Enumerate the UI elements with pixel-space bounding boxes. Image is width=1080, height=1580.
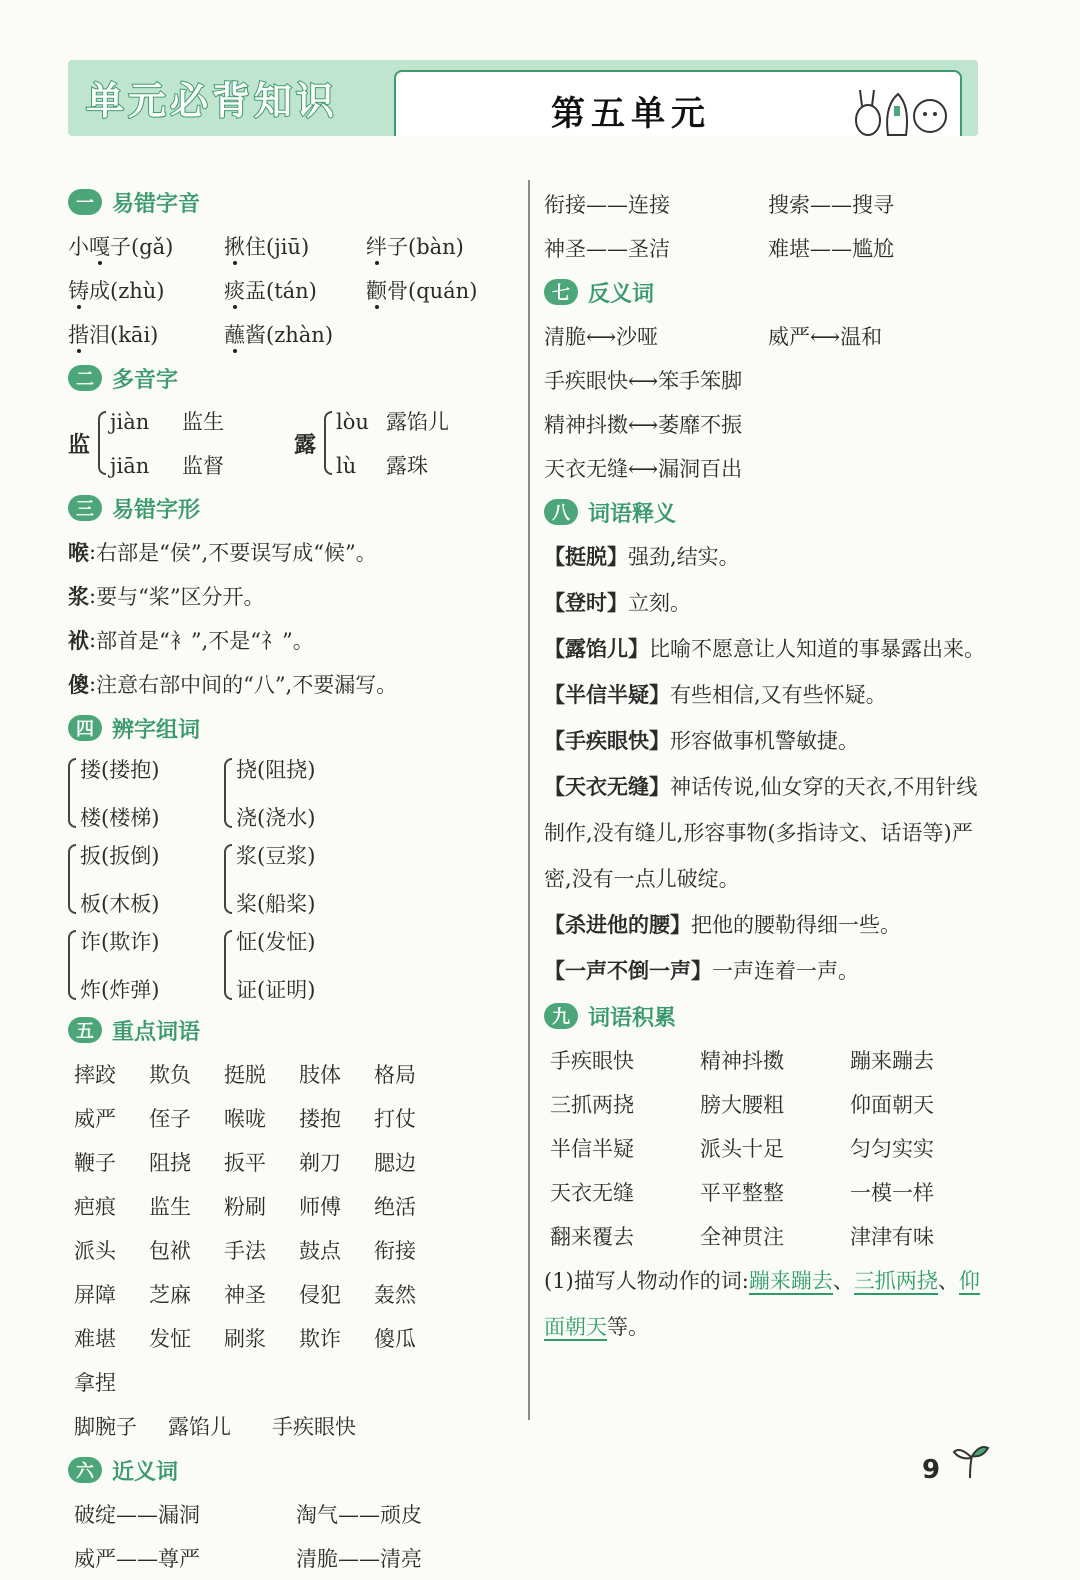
antonym-row: 手疾眼快⟷笨手笨脚 bbox=[544, 369, 743, 393]
definition: 【天衣无缝】神话传说,仙女穿的天衣,不用针线制作,没有缝儿,形容事物(多指诗文、话语等)严密,没有一点儿破绽。 bbox=[544, 775, 978, 891]
word: 粉刷 bbox=[224, 1195, 266, 1219]
char-pair: 诈(欺诈) 炸(炸弹) bbox=[68, 922, 224, 1008]
key-words-last-row bbox=[68, 1404, 508, 1448]
glyph-note: 傻 : 注意右部中间的“八”,不要漏写。 bbox=[68, 672, 398, 697]
antonym-pair: 威严⟷温和 bbox=[768, 325, 883, 349]
word: 绝活 bbox=[374, 1195, 416, 1219]
pron-row bbox=[68, 268, 508, 312]
word: 脚腕子 bbox=[74, 1415, 137, 1439]
polyphone-group: 监 jiàn 监生 jiān 监督 bbox=[68, 410, 224, 478]
glyph-note: 袱 : 部首是“衤”,不是“礻”。 bbox=[68, 628, 314, 653]
section-title: 词语释义 bbox=[588, 501, 677, 527]
glyph-note: 喉 : 右部是“侯”,不要误写成“候”。 bbox=[68, 540, 377, 565]
synonym-pair: 神圣——圣洁 bbox=[544, 237, 670, 261]
section-header-9 bbox=[544, 996, 994, 1036]
char-pair: 扳(扳倒) 板(木板) bbox=[68, 836, 224, 922]
pron-item: 蘸酱(zhàn) bbox=[224, 323, 334, 347]
section-number: 六 bbox=[68, 1457, 102, 1483]
pron-row bbox=[68, 312, 508, 356]
section-header-8 bbox=[544, 492, 994, 532]
synonym-pair: 搜索——搜寻 bbox=[768, 193, 894, 217]
word: 芝麻 bbox=[149, 1283, 191, 1307]
section-title: 重点词语 bbox=[112, 1019, 201, 1045]
word: 疤痕 bbox=[74, 1195, 116, 1219]
section-header-6 bbox=[68, 1450, 508, 1490]
word: 侵犯 bbox=[299, 1283, 341, 1307]
word: 派头十足 bbox=[700, 1137, 784, 1161]
word: 鞭子 bbox=[74, 1151, 116, 1175]
accumulation-grid bbox=[544, 1038, 994, 1258]
char-pair: 挠(阻挠) 浇(浇水) bbox=[224, 750, 380, 836]
pron-row bbox=[68, 224, 508, 268]
word: 剃刀 bbox=[299, 1151, 341, 1175]
section-number: 八 bbox=[544, 499, 578, 525]
section-title: 易错字音 bbox=[112, 191, 201, 217]
char-pair: 浆(豆浆) 桨(船桨) bbox=[224, 836, 380, 922]
word: 屏障 bbox=[74, 1283, 116, 1307]
word: 傻瓜 bbox=[374, 1327, 416, 1351]
word: 仰面朝天 bbox=[850, 1093, 934, 1117]
word: 搂抱 bbox=[299, 1107, 341, 1131]
word: 侄子 bbox=[149, 1107, 191, 1131]
word: 三抓两挠 bbox=[550, 1093, 634, 1117]
pron-item: 绊子(bàn) bbox=[366, 235, 464, 259]
word: 发怔 bbox=[149, 1327, 191, 1351]
section-number: 五 bbox=[68, 1017, 102, 1043]
definition: 【半信半疑】有些相信,又有些怀疑。 bbox=[544, 683, 887, 707]
definition: 【露馅儿】比喻不愿意让人知道的事暴露出来。 bbox=[544, 637, 985, 661]
section-header-3 bbox=[68, 488, 508, 528]
antonym-row: 天衣无缝⟷漏洞百出 bbox=[544, 457, 743, 481]
word: 欺负 bbox=[149, 1063, 191, 1087]
pron-item: 颧骨(quán) bbox=[366, 279, 478, 303]
word: 一模一样 bbox=[850, 1181, 934, 1205]
section-number: 三 bbox=[68, 495, 102, 521]
pron-item: 揪住(jiū) bbox=[224, 235, 310, 259]
word: 喉咙 bbox=[224, 1107, 266, 1131]
polyphone-row bbox=[68, 400, 508, 486]
word: 露馅儿 bbox=[168, 1415, 231, 1439]
section-title: 多音字 bbox=[112, 367, 179, 393]
word: 轰然 bbox=[374, 1283, 416, 1307]
word: 天衣无缝 bbox=[550, 1181, 634, 1205]
word: 手疾眼快 bbox=[272, 1415, 356, 1439]
definition: 【杀进他的腰】把他的腰勒得细一些。 bbox=[544, 913, 901, 937]
section-header-5 bbox=[68, 1010, 508, 1050]
section-header-4 bbox=[68, 708, 508, 748]
word: 拿捏 bbox=[74, 1371, 116, 1395]
section-title: 易错字形 bbox=[112, 497, 201, 523]
synonym-row bbox=[68, 1492, 508, 1536]
word: 派头 bbox=[74, 1239, 116, 1263]
section-number: 四 bbox=[68, 715, 102, 741]
word: 刷浆 bbox=[224, 1327, 266, 1351]
left-column bbox=[68, 180, 508, 1580]
definition: 【手疾眼快】形容做事机警敏捷。 bbox=[544, 729, 859, 753]
definition: 【挺脱】强劲,结实。 bbox=[544, 545, 740, 569]
right-column bbox=[544, 182, 994, 1350]
word: 格局 bbox=[374, 1063, 416, 1087]
section-header-1 bbox=[68, 182, 508, 222]
word: 半信半疑 bbox=[550, 1137, 634, 1161]
word: 手法 bbox=[224, 1239, 266, 1263]
word: 师傅 bbox=[299, 1195, 341, 1219]
word: 手疾眼快 bbox=[550, 1049, 634, 1073]
synonym-pair: 威严——尊严 bbox=[74, 1547, 200, 1571]
synonym-row bbox=[544, 226, 994, 270]
word: 扳平 bbox=[224, 1151, 266, 1175]
section-number: 一 bbox=[68, 189, 102, 215]
antonym-row bbox=[544, 314, 994, 358]
word: 全神贯注 bbox=[700, 1225, 784, 1249]
section-header-2 bbox=[68, 358, 508, 398]
word: 欺诈 bbox=[299, 1327, 341, 1351]
unit-title: 第五单元 bbox=[551, 94, 711, 134]
page-number: 9 bbox=[922, 1455, 941, 1485]
synonym-pair: 破绽——漏洞 bbox=[74, 1503, 200, 1527]
sprout-icon bbox=[950, 1444, 990, 1480]
glyph-note: 浆 : 要与“桨”区分开。 bbox=[68, 584, 265, 609]
word: 精神抖擞 bbox=[700, 1049, 784, 1073]
polyphone-char: 监 bbox=[68, 432, 91, 458]
synonym-pair: 清脆——清亮 bbox=[296, 1547, 422, 1571]
brace bbox=[324, 411, 332, 475]
section-title: 辨字组词 bbox=[112, 717, 201, 743]
word: 监生 bbox=[149, 1195, 191, 1219]
word: 阻挠 bbox=[149, 1151, 191, 1175]
section-header-7 bbox=[544, 272, 994, 312]
mascot-illustration bbox=[854, 86, 950, 136]
word: 鼓点 bbox=[299, 1239, 341, 1263]
key-words-grid bbox=[68, 1052, 508, 1404]
word: 腮边 bbox=[374, 1151, 416, 1175]
accumulation-note: (1)描写人物动作的词:蹦来蹦去、三抓两挠、仰面朝天等。 bbox=[544, 1269, 980, 1339]
column-divider bbox=[528, 180, 530, 1420]
word: 包袱 bbox=[149, 1239, 191, 1263]
word: 匀匀实实 bbox=[850, 1137, 934, 1161]
brace bbox=[98, 411, 106, 475]
section-number: 七 bbox=[544, 279, 578, 305]
char-pair: 怔(发怔) 证(证明) bbox=[224, 922, 380, 1008]
definition: 【登时】立刻。 bbox=[544, 591, 691, 615]
polyphone-group: 露 lòu 露馅儿 lù 露珠 bbox=[294, 410, 449, 478]
section-number: 二 bbox=[68, 365, 102, 391]
word: 蹦来蹦去 bbox=[850, 1049, 934, 1073]
section-number: 九 bbox=[544, 1003, 578, 1029]
word: 打仗 bbox=[374, 1107, 416, 1131]
pron-item: 小嘎子(gǎ) bbox=[68, 235, 174, 259]
definition: 【一声不倒一声】一声连着一声。 bbox=[544, 959, 859, 983]
synonym-pair: 淘气——顽皮 bbox=[296, 1503, 422, 1527]
antonym-pair: 清脆⟷沙哑 bbox=[544, 325, 659, 349]
pron-item: 揩泪(kāi) bbox=[68, 323, 159, 347]
synonym-row bbox=[544, 182, 994, 226]
word: 难堪 bbox=[74, 1327, 116, 1351]
pron-item: 痰盂(tán) bbox=[224, 279, 317, 303]
header-banner bbox=[68, 60, 978, 136]
antonym-row: 精神抖擞⟷萎靡不振 bbox=[544, 413, 743, 437]
word: 威严 bbox=[74, 1107, 116, 1131]
synonym-pair: 难堪——尴尬 bbox=[768, 237, 894, 261]
word: 挺脱 bbox=[224, 1063, 266, 1087]
banner-title: 单元必背知识 bbox=[86, 79, 339, 123]
word: 摔跤 bbox=[74, 1063, 116, 1087]
word: 膀大腰粗 bbox=[700, 1093, 784, 1117]
word: 肢体 bbox=[299, 1063, 341, 1087]
polyphone-char: 露 bbox=[294, 432, 317, 458]
word: 翻来覆去 bbox=[550, 1225, 634, 1249]
word: 衔接 bbox=[374, 1239, 416, 1263]
word: 神圣 bbox=[224, 1283, 266, 1307]
word: 平平整整 bbox=[700, 1181, 784, 1205]
char-pair: 搂(搂抱) 楼(楼梯) bbox=[68, 750, 224, 836]
word: 津津有味 bbox=[850, 1225, 934, 1249]
section-title: 词语积累 bbox=[588, 1005, 677, 1031]
synonym-row bbox=[68, 1536, 508, 1580]
section-title: 近义词 bbox=[112, 1459, 179, 1485]
unit-title-box bbox=[394, 70, 962, 136]
synonym-pair: 衔接——连接 bbox=[544, 193, 670, 217]
section-title: 反义词 bbox=[588, 281, 655, 307]
pron-item: 铸成(zhù) bbox=[68, 279, 165, 303]
char-pair-grid bbox=[68, 750, 508, 1008]
